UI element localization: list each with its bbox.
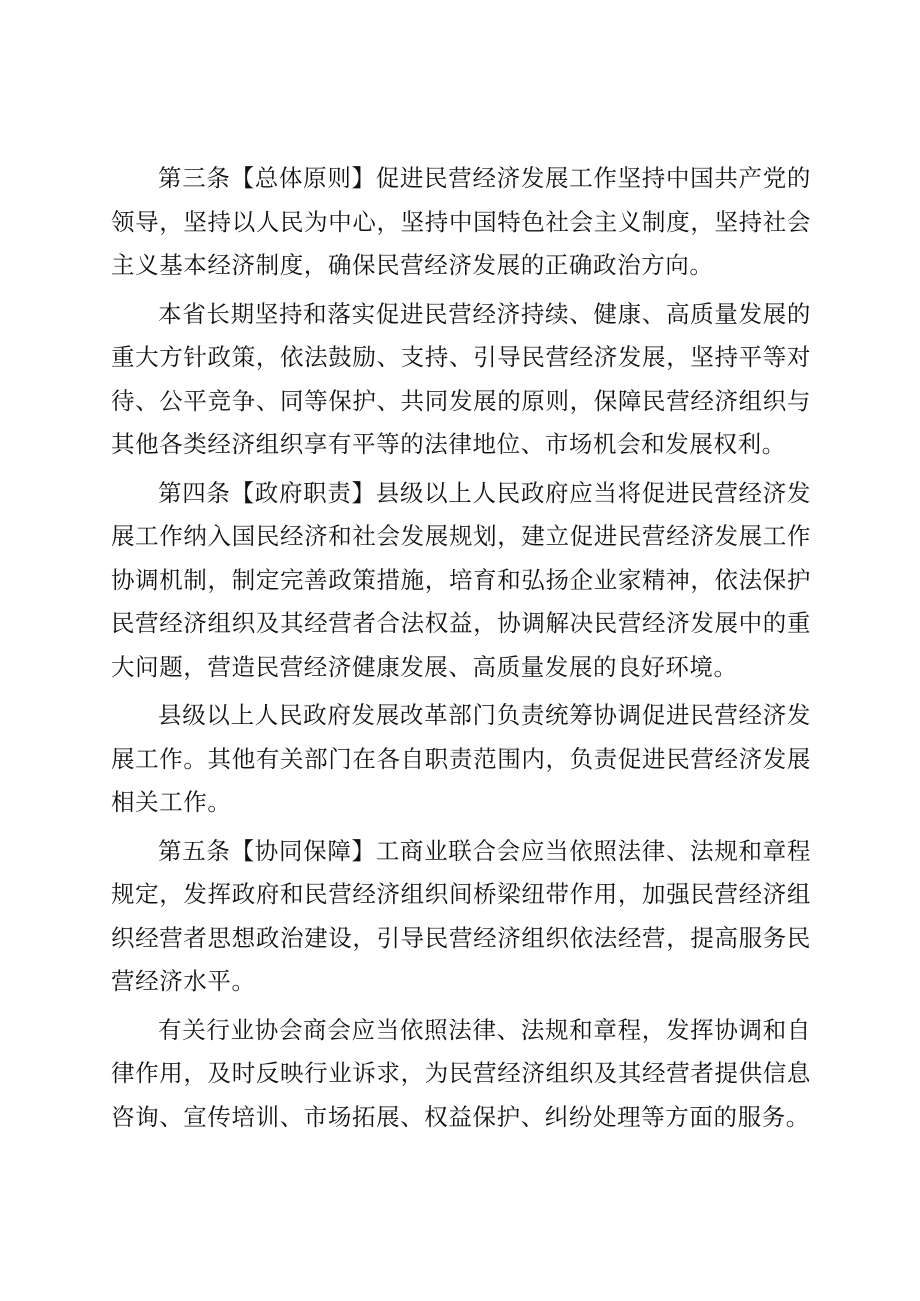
document-body (111, 157, 811, 1139)
paragraph-article-3: 第三条【总体原则】促进民营经济发展工作坚持中国共产党的领导，坚持以人民为中心，坚持中国特色社会主义制度，坚持社会主义基本经济制度，确保民营经济发展的正确政治方向。 (111, 164, 811, 279)
paragraph-article-4: 第四条【政府职责】县级以上人民政府应当将促进民营经济发展工作纳入国民经济和社会发展规划，建立促进民营经济发展工作协调机制，制定完善政策措施，培育和弘扬企业家精神，依法保护民营经济组织及其经营者合法权益，协调解决民营经济发展中的重大问题，营造民营经济健康发展、高质量发展的良好环境。 (111, 478, 811, 681)
paragraph-article-5: 第五条【协同保障】工商业联合会应当依照法律、法规和章程规定，发挥政府和民营经济组织间桥梁纽带作用，加强民营经济组织经营者思想政治建设，引导民营经济组织依法经营，提高服务民营经济水平。 (111, 836, 811, 995)
paragraph-article-5-clause-2: 有关行业协会商会应当依照法律、法规和章程，发挥协调和自律作用，及时反映行业诉求，为民营经济组织及其经营者提供信息咨询、宣传培训、市场拓展、权益保护、纠纷处理等方面的服务。 (111, 1015, 811, 1131)
paragraph-article-3-clause-2: 本省长期坚持和落实促进民营经济持续、健康、高质量发展的重大方针政策，依法鼓励、支持、引导民营经济发展，坚持平等对待、公平竞争、同等保护、共同发展的原则，保障民营经济组织与其他各类经济组织享有平等的法律地位、市场机会和发展权利。 (111, 299, 811, 458)
paragraph-article-4-clause-2: 县级以上人民政府发展改革部门负责统筹协调促进民营经济发展工作。其他有关部门在各自职责范围内，负责促进民营经济发展相关工作。 (111, 701, 811, 816)
